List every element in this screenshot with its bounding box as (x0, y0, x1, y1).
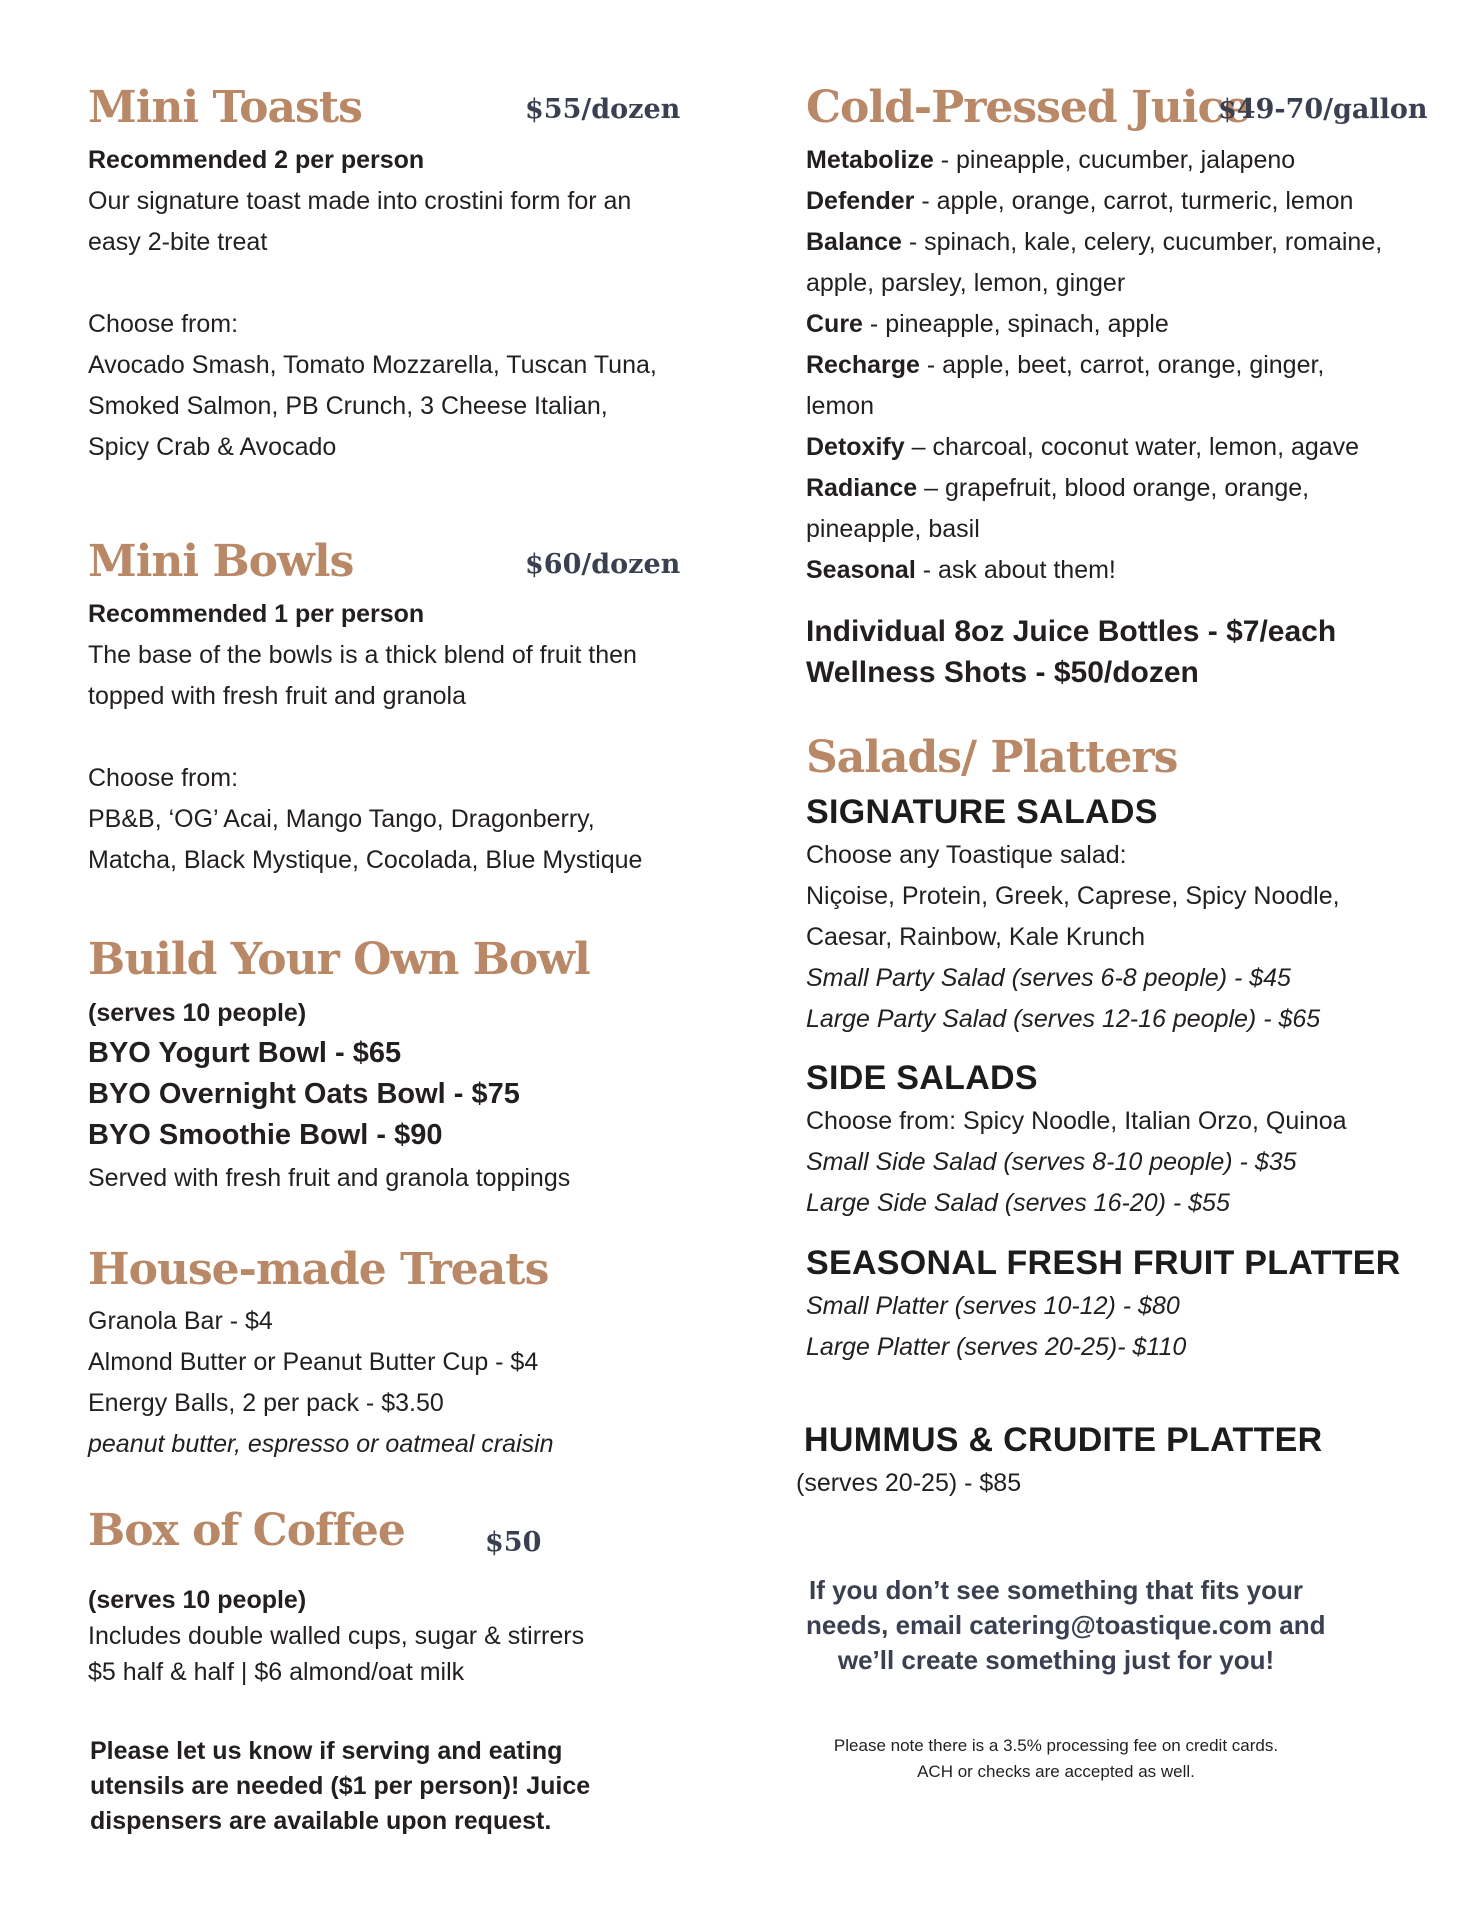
side-salads-heading: SIDE SALADS (806, 1059, 1038, 1097)
fruit-platter-details (806, 1286, 1186, 1368)
callout-line: we’ll create something just for you! (837, 1645, 1275, 1675)
choices-line: Matcha, Black Mystique, Cocolada, Blue Mystique (88, 846, 643, 874)
byo-bowl-items (88, 1033, 520, 1156)
mini-bowls-price: $60/dozen (525, 549, 681, 580)
juice-item-continued: lemon (806, 392, 875, 420)
hummus-platter-detail: (serves 20-25) - $85 (796, 1469, 1022, 1497)
byo-item: BYO Smoothie Bowl - $90 (88, 1119, 443, 1151)
signature-intro: Choose any Toastique salad: (806, 841, 1127, 869)
mini-bowls-recommendation: Recommended 1 per person (88, 600, 425, 628)
choices-line: Avocado Smash, Tomato Mozzarella, Tuscan Tuna, (88, 351, 657, 379)
signature-salads-heading: SIGNATURE SALADS (806, 793, 1158, 831)
coffee-title: Box of Coffee (88, 1505, 405, 1556)
side-large: Large Side Salad (serves 16-20) - $55 (806, 1189, 1230, 1217)
fruit-small: Small Platter (serves 10-12) - $80 (806, 1292, 1180, 1320)
side-salads-details (806, 1101, 1347, 1224)
utensils-note-line: Please let us know if serving and eating (90, 1737, 563, 1765)
utensils-note (90, 1734, 590, 1839)
juice-item: Defender - apple, orange, carrot, turmeric, lemon (806, 187, 1354, 215)
choices-line: PB&B, ‘OG’ Acai, Mango Tango, Dragonberry, (88, 805, 595, 833)
signature-small: Small Party Salad (serves 6-8 people) - $45 (806, 964, 1291, 992)
treat-item: Granola Bar - $4 (88, 1307, 273, 1335)
byo-bowl-serves: (serves 10 people) (88, 999, 307, 1027)
coffee-price: $50 (485, 1527, 542, 1558)
description-line: Our signature toast made into crostini form for an (88, 187, 632, 215)
mini-toasts-recommendation: Recommended 2 per person (88, 146, 425, 174)
coffee-serves: (serves 10 people) (88, 1586, 307, 1614)
juice-extras (806, 611, 1336, 693)
mini-toasts-choices (88, 304, 657, 468)
hummus-platter-heading: HUMMUS & CRUDITE PLATTER (804, 1421, 1323, 1459)
utensils-note-line: utensils are needed ($1 per person)! Juice (90, 1772, 591, 1800)
processing-fee-note (806, 1733, 1306, 1785)
juice-item-continued: apple, parsley, lemon, ginger (806, 269, 1126, 297)
treat-flavors: peanut butter, espresso or oatmeal craisin (88, 1430, 554, 1458)
wellness-shots: Wellness Shots - $50/dozen (806, 656, 1199, 689)
description-line: easy 2-bite treat (88, 228, 268, 256)
juice-item-continued: pineapple, basil (806, 515, 980, 543)
mini-bowls-choices (88, 758, 642, 881)
juice-item: Cure - pineapple, spinach, apple (806, 310, 1169, 338)
juice-price: $49-70/gallon (1218, 94, 1428, 125)
juice-item: Radiance – grapefruit, blood orange, orange, (806, 474, 1310, 502)
callout-line: If you don’t see something that fits your (808, 1575, 1304, 1605)
juice-list (806, 140, 1382, 591)
signature-options: Caesar, Rainbow, Kale Krunch (806, 923, 1146, 951)
juice-item: Balance - spinach, kale, celery, cucumber, romaine, (806, 228, 1383, 256)
signature-large: Large Party Salad (serves 12-16 people) - $65 (806, 1005, 1321, 1033)
juice-item: Recharge - apple, beet, carrot, orange, ginger, (806, 351, 1325, 379)
mini-toasts-title: Mini Toasts (88, 82, 362, 133)
fee-note-line: ACH or checks are accepted as well. (917, 1762, 1195, 1781)
treats-title: House-made Treats (88, 1244, 549, 1295)
byo-item: BYO Overnight Oats Bowl - $75 (88, 1078, 520, 1110)
juice-item: Detoxify – charcoal, coconut water, lemon, agave (806, 433, 1360, 461)
description-line: The base of the bowls is a thick blend of fruit then (88, 641, 637, 669)
utensils-note-line: dispensers are available upon request. (90, 1807, 552, 1835)
choose-label: Choose from: (88, 310, 239, 338)
choices-line: Spicy Crab & Avocado (88, 433, 337, 461)
side-small: Small Side Salad (serves 8-10 people) - $35 (806, 1148, 1297, 1176)
mini-toasts-price: $55/dozen (525, 94, 681, 125)
coffee-includes: Includes double walled cups, sugar & stirrers (88, 1622, 585, 1650)
side-options: Choose from: Spicy Noodle, Italian Orzo, Quinoa (806, 1107, 1347, 1135)
mini-bowls-description (88, 635, 637, 717)
juice-item: Seasonal - ask about them! (806, 556, 1116, 584)
salads-title: Salads/ Platters (806, 732, 1178, 783)
signature-options: Niçoise, Protein, Greek, Caprese, Spicy Noodle, (806, 882, 1340, 910)
fruit-platter-heading: SEASONAL FRESH FRUIT PLATTER (806, 1244, 1401, 1282)
byo-bowl-title: Build Your Own Bowl (88, 934, 590, 985)
coffee-addons: $5 half & half | $6 almond/oat milk (88, 1658, 465, 1686)
signature-salads-details (806, 835, 1340, 1040)
juice-item: Metabolize - pineapple, cucumber, jalapeno (806, 146, 1296, 174)
fruit-large: Large Platter (serves 20-25)- $110 (806, 1333, 1187, 1361)
juice-title: Cold-Pressed Juice (806, 82, 1251, 133)
choose-label: Choose from: (88, 764, 239, 792)
fee-note-line: Please note there is a 3.5% processing fee on credit cards. (833, 1736, 1279, 1755)
juice-bottles: Individual 8oz Juice Bottles - $7/each (806, 615, 1337, 648)
treat-item: Energy Balls, 2 per pack - $3.50 (88, 1389, 444, 1417)
coffee-details (88, 1618, 584, 1690)
choices-line: Smoked Salmon, PB Crunch, 3 Cheese Italian, (88, 392, 608, 420)
mini-toasts-description (88, 181, 631, 263)
custom-request-callout (806, 1573, 1326, 1678)
byo-item: BYO Yogurt Bowl - $65 (88, 1037, 402, 1069)
treats-items (88, 1301, 554, 1465)
description-line: topped with fresh fruit and granola (88, 682, 467, 710)
byo-bowl-note: Served with fresh fruit and granola toppings (88, 1164, 571, 1192)
callout-line: needs, email catering@toastique.com and (806, 1610, 1326, 1640)
treat-item: Almond Butter or Peanut Butter Cup - $4 (88, 1348, 539, 1376)
mini-bowls-title: Mini Bowls (88, 536, 354, 587)
